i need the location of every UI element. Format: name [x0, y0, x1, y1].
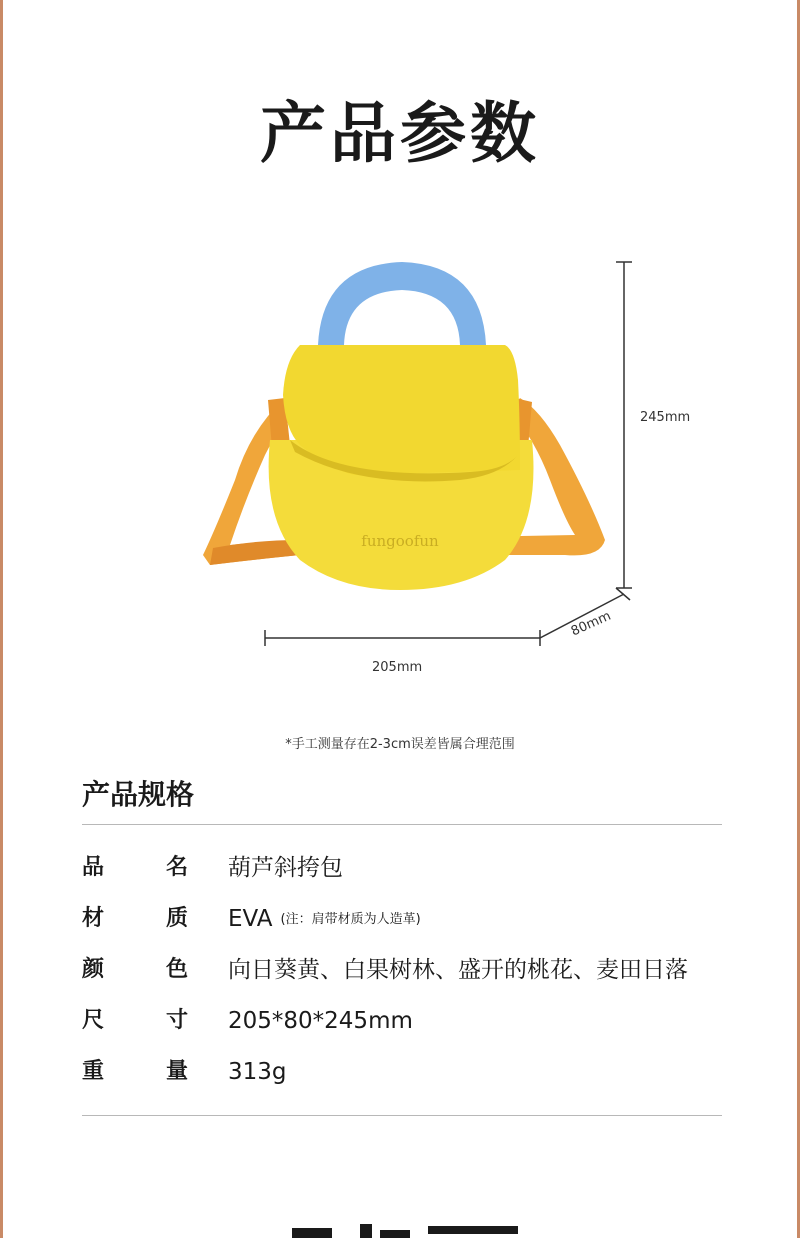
spec-value-text: 向日葵黄、白果树林、盛开的桃花、麦田日落 — [228, 957, 688, 983]
spec-key-char: 重 — [82, 1059, 105, 1084]
spec-key-char: 量 — [165, 1059, 188, 1084]
next-section-heading-clip — [0, 1200, 800, 1238]
spec-row-weight — [82, 1052, 722, 1103]
spec-key-char: 尺 — [82, 1008, 105, 1033]
spec-value — [228, 1052, 287, 1092]
spec-value — [228, 950, 688, 990]
spec-table — [82, 848, 722, 1103]
spec-key-char: 品 — [82, 855, 105, 880]
spec-divider-top — [82, 824, 722, 825]
bag-handle — [318, 262, 486, 345]
spec-key — [82, 1052, 228, 1092]
bag-brand-mark: fungoofun — [361, 532, 439, 550]
spec-key-char: 材 — [82, 906, 105, 931]
spec-key-char: 名 — [165, 855, 188, 880]
spec-value-text: 205*80*245mm — [228, 1008, 413, 1034]
spec-value-note: (注：肩带材质为人造革) — [280, 911, 421, 927]
spec-heading: 产品规格 — [82, 778, 195, 811]
spec-value — [228, 848, 343, 888]
spec-key — [82, 1001, 228, 1041]
dimension-height-label: 245mm — [640, 410, 691, 425]
spec-row-size — [82, 1001, 722, 1052]
spec-row-color — [82, 950, 722, 1001]
bag-flap — [283, 345, 520, 475]
spec-row-material — [82, 899, 722, 950]
next-section-heading-partial — [0, 1200, 800, 1238]
spec-key — [82, 950, 228, 990]
spec-key-char: 寸 — [165, 1008, 188, 1033]
spec-key — [82, 848, 228, 888]
spec-value-text: 313g — [228, 1059, 287, 1085]
spec-key-char: 色 — [165, 957, 188, 982]
page-title: 产品参数 — [260, 95, 540, 172]
spec-value-text: 葫芦斜挎包 — [228, 855, 343, 881]
spec-value — [228, 1001, 413, 1041]
spec-key-char: 质 — [165, 906, 188, 931]
spec-divider-bottom — [82, 1115, 722, 1116]
spec-key-char: 颜 — [82, 957, 105, 982]
spec-row-name — [82, 848, 722, 899]
measurement-note: *手工测量存在2-3cm误差皆属合理范围 — [285, 737, 515, 752]
dimension-width-label: 205mm — [372, 660, 423, 675]
spec-value — [228, 899, 421, 940]
spec-value-text: EVA — [228, 906, 273, 932]
spec-key — [82, 899, 228, 939]
dimension-depth-label: 80mm — [568, 608, 614, 640]
